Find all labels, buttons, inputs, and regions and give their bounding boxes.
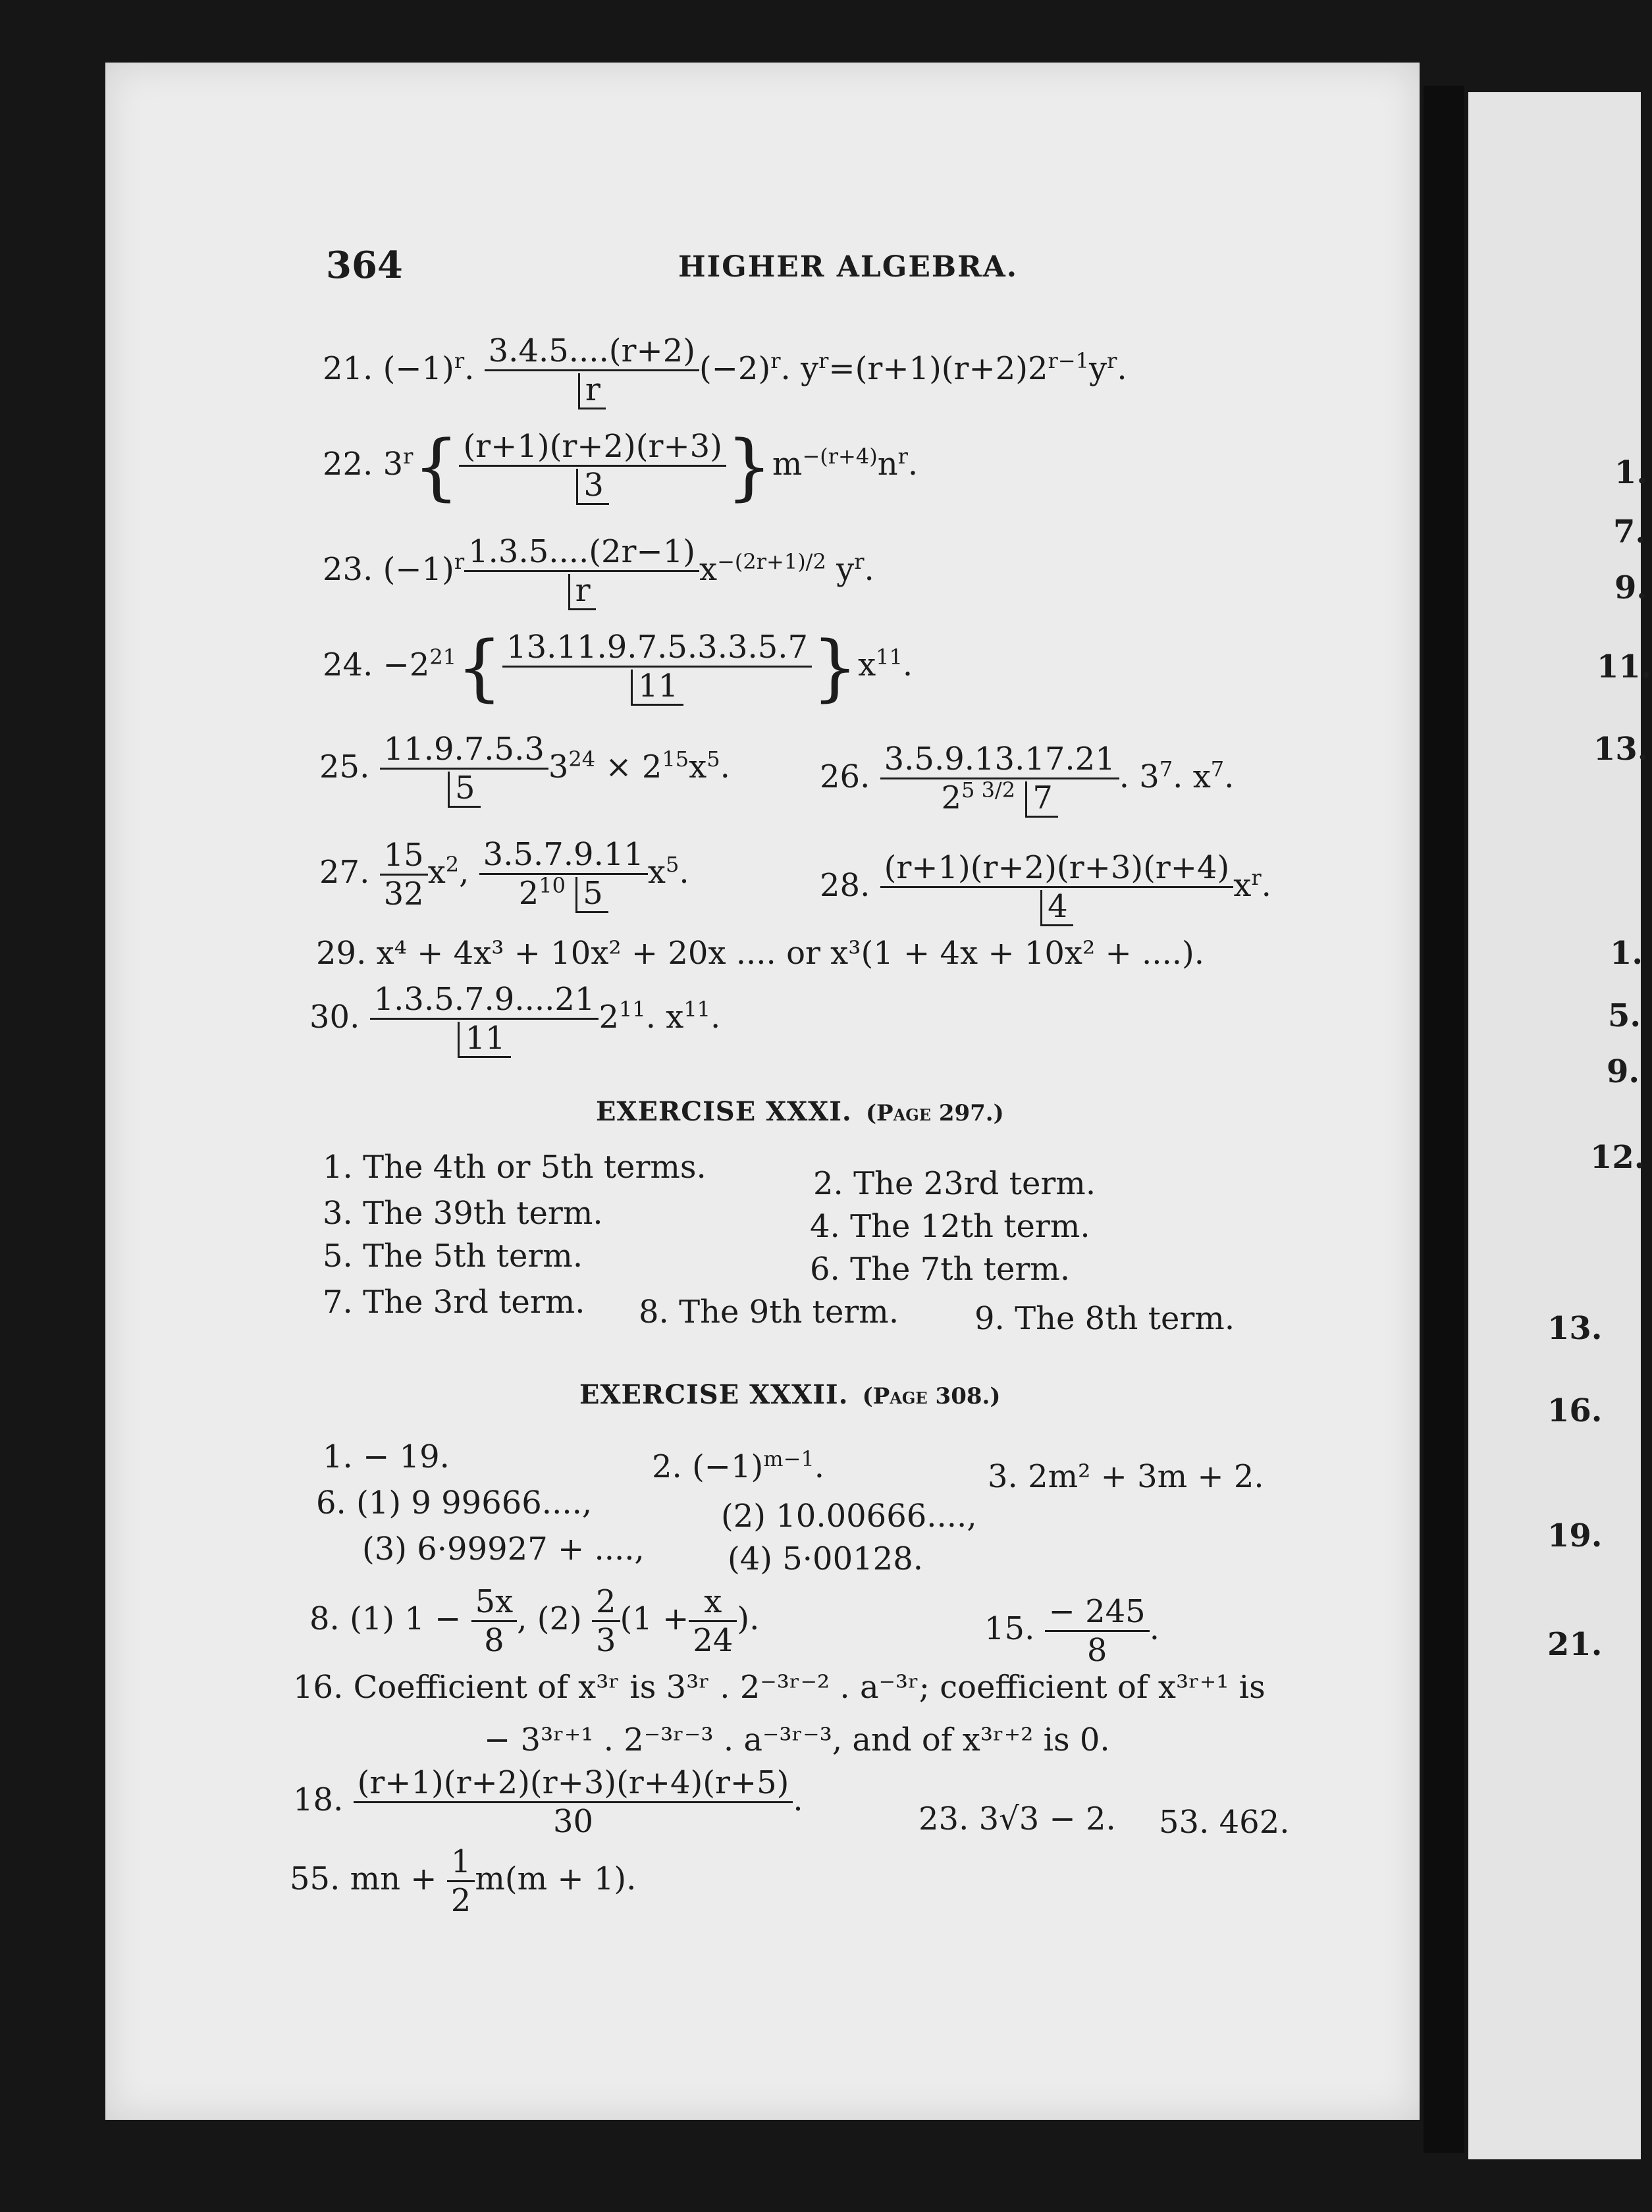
ex32-answer-18: 18. $\frac{(r+1)(r+2)(r+3)(r+4)(r+5)}{30}$ . <box>293 1764 803 1840</box>
ex32-answer-2: 2. $(-1)^{m-1}$. <box>652 1446 825 1485</box>
right-page-number: 1. <box>1614 454 1648 491</box>
ex32-answer-6-part2: (2) 10.00666...., <box>721 1498 977 1535</box>
running-title: HIGHER ALGEBRA. <box>678 250 1019 284</box>
book-spine <box>1424 86 1464 2153</box>
ex32-answer-3: 3. 2m² + 3m + 2. <box>988 1458 1264 1495</box>
answer-28: 28. $\frac{(r+1)(r+2)(r+3)(r+4)}{4}$ $x^r$. <box>820 849 1271 926</box>
right-page-number: 13. <box>1593 731 1649 768</box>
ex31-item-7: 7. The 3rd term. <box>323 1284 585 1321</box>
right-page-number: 13. <box>1547 1310 1603 1347</box>
ex31-item-2: 2. The 23rd term. <box>813 1165 1096 1202</box>
answer-30: 30. $\frac{1.3.5.7.9....21}{11}$ $2^{11}$. $x^{11}$. <box>309 981 720 1058</box>
exercise-31-heading: EXERCISE XXXI. (Page 297.) <box>596 1096 1004 1127</box>
right-page-number: 21. <box>1547 1626 1603 1663</box>
answer-21: 21. $(-1)^r$. $\frac{3.4.5....(r+2)}{r}$ $(-2)^r$. $y^r=(r+1)(r+2)2^{r-1}y^r$. <box>323 332 1127 409</box>
ex32-answer-6: 6. (1) 9 99666...., <box>316 1485 593 1521</box>
exercise-32-heading: EXERCISE XXXII. (Page 308.) <box>579 1379 1001 1410</box>
ex31-item-6: 6. The 7th term. <box>810 1251 1071 1288</box>
ex32-answer-6-part3: (3) 6·99927 + ...., <box>362 1531 645 1567</box>
ex32-answer-8: 8. (1) 1 − $\frac{5x}{8}$ , (2) $\frac{2}{3}$ (1 + $\frac{x}{24}$ ). <box>309 1583 760 1659</box>
right-page-number: 11. <box>1597 648 1652 685</box>
right-page-number: 9. <box>1614 569 1648 606</box>
page-number: 364 <box>326 244 403 287</box>
ex32-answer-1: 1. − 19. <box>323 1438 450 1475</box>
ex32-answer-6-part4: (4) 5·00128. <box>728 1540 923 1577</box>
right-page-number: 7. <box>1613 514 1647 550</box>
answer-29: 29. x⁴ + 4x³ + 10x² + 20x .... or x³(1 + 4x + 10x² + ....). <box>316 935 1204 972</box>
right-page-number: 12. <box>1590 1139 1645 1176</box>
right-page-number: 5. <box>1608 997 1641 1034</box>
right-page-number: 9. <box>1607 1053 1640 1090</box>
ex31-item-9: 9. The 8th term. <box>974 1300 1235 1337</box>
ex32-answer-53: 53. 462. <box>1159 1804 1290 1841</box>
right-page-number: 1. <box>1610 935 1643 972</box>
book-page-right <box>1468 92 1641 2159</box>
ex32-answer-55: 55. mn + $\frac{1}{2}$ m(m + 1). <box>290 1843 637 1919</box>
answer-24: 24. $-2^{21}${ $\frac{13.11.9.7.5.3.3.5.7}{11}$ }$x^{11}$. <box>323 625 913 710</box>
ex32-answer-16-line2: − 3³ʳ⁺¹ . 2⁻³ʳ⁻³ . a⁻³ʳ⁻³, and of x³ʳ⁺² is 0. <box>484 1722 1110 1758</box>
answer-27: 27. $\frac{15}{32}$ $x^2$, $\frac{3.5.7.9.11}{2^{10} 5}$ $x^5$. <box>319 836 689 913</box>
ex31-item-5: 5. The 5th term. <box>323 1238 583 1275</box>
ex31-item-1: 1. The 4th or 5th terms. <box>323 1149 706 1186</box>
answer-22: 22. 3$^r${ $\frac{(r+1)(r+2)(r+3)}{3}$ }$m^{-(r+4)}n^r$. <box>323 424 919 509</box>
ex31-item-3: 3. The 39th term. <box>323 1195 603 1232</box>
answer-23: 23. $(-1)^r$ $\frac{1.3.5....(2r-1)}{r}$ $x^{-(2r+1)/2}$ $y^r$. <box>323 533 874 610</box>
answer-25: 25. $\frac{11.9.7.5.3}{5}$ $3^{24} \times 2^{15}x^5$. <box>319 731 730 808</box>
answer-26: 26. $\frac{3.5.9.13.17.21}{2^{5 3/2} 7}$ . $3^7$. $x^7$. <box>820 741 1234 818</box>
ex32-answer-15: 15. $\frac{- 245}{8}$ . <box>984 1593 1159 1669</box>
ex32-answer-16: 16. Coefficient of x³ʳ is 3³ʳ . 2⁻³ʳ⁻² . a⁻³ʳ; coefficient of x³ʳ⁺¹ is <box>293 1669 1266 1706</box>
ex31-item-4: 4. The 12th term. <box>810 1208 1090 1245</box>
right-page-number: 16. <box>1547 1392 1603 1429</box>
ex31-item-8: 8. The 9th term. <box>639 1294 899 1330</box>
ex32-answer-23: 23. 3√3 − 2. <box>919 1801 1116 1837</box>
right-page-number: 19. <box>1547 1517 1603 1554</box>
